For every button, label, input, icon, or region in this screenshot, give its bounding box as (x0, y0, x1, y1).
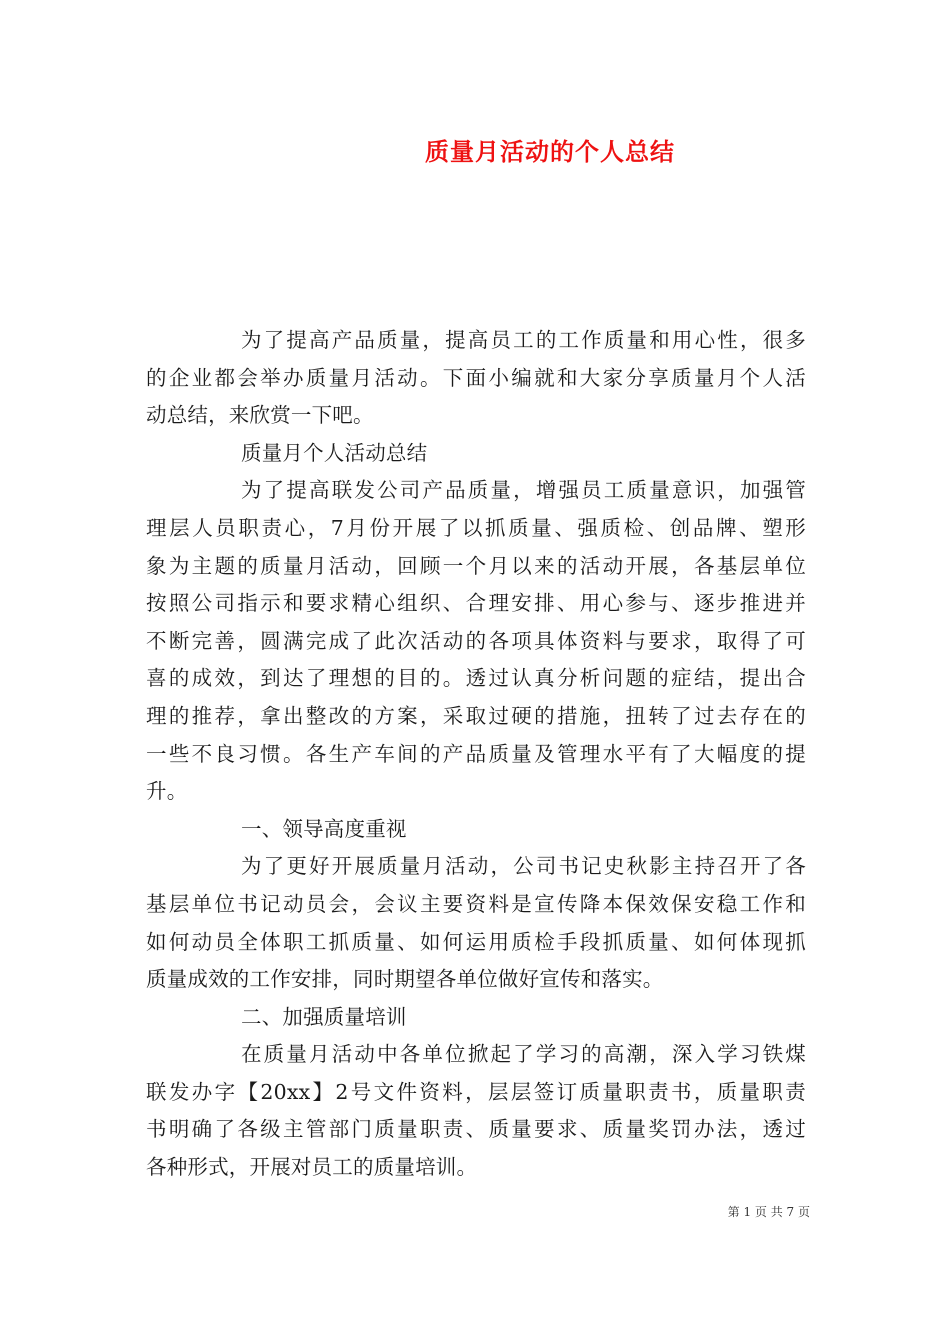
text-line: 联发办字【20xx】2号文件资料，层层签订质量职责书，质量职责 (146, 1079, 806, 1104)
text-line: 的企业都会举办质量月活动。下面小编就和大家分享质量月个人活 (146, 365, 806, 390)
document-title: 质量月活动的个人总结 (425, 137, 675, 166)
text-line: 理的推荐，拿出整改的方案，采取过硬的措施，扭转了过去存在的 (146, 703, 806, 728)
text-line: 动总结，来欣赏一下吧。 (146, 403, 374, 428)
text-line: 喜的成效，到达了理想的目的。透过认真分析问题的症结，提出合 (146, 666, 806, 691)
text-line: 如何动员全体职工抓质量、如何运用质检手段抓质量、如何体现抓 (146, 929, 806, 954)
text-line: 不断完善，圆满完成了此次活动的各项具体资料与要求，取得了可 (146, 628, 806, 653)
text-line: 为了更好开展质量月活动，公司书记史秋影主持召开了各 (241, 854, 806, 879)
text-line: 一些不良习惯。各生产车间的产品质量及管理水平有了大幅度的提 (146, 741, 806, 766)
text-line: 象为主题的质量月活动，回顾一个月以来的活动开展，各基层单位 (146, 553, 806, 578)
text-line: 书明确了各级主管部门质量职责、质量要求、质量奖罚办法，透过 (146, 1117, 806, 1142)
text-line: 一、领导高度重视 (241, 816, 407, 841)
text-line: 二、加强质量培训 (241, 1004, 407, 1029)
text-line: 各种形式，开展对员工的质量培训。 (146, 1155, 478, 1180)
text-line: 质量月个人活动总结 (241, 440, 428, 465)
document-body (146, 322, 806, 1187)
text-line: 基层单位书记动员会，会议主要资料是宣传降本保效保安稳工作和 (146, 891, 806, 916)
text-line: 为了提高产品质量，提高员工的工作质量和用心性，很多 (241, 328, 806, 352)
page-number: 第 1 页 共 7 页 (727, 1205, 810, 1219)
text-line: 按照公司指示和要求精心组织、合理安排、用心参与、逐步推进并 (146, 591, 806, 616)
text-line: 为了提高联发公司产品质量，增强员工质量意识，加强管 (241, 478, 806, 503)
text-line: 理层人员职责心，7月份开展了以抓质量、强质检、创品牌、塑形 (146, 515, 806, 540)
text-line: 质量成效的工作安排，同时期望各单位做好宣传和落实。 (146, 967, 664, 992)
text-line: 在质量月活动中各单位掀起了学习的高潮，深入学习铁煤 (241, 1042, 806, 1067)
text-line: 升。 (146, 779, 188, 804)
